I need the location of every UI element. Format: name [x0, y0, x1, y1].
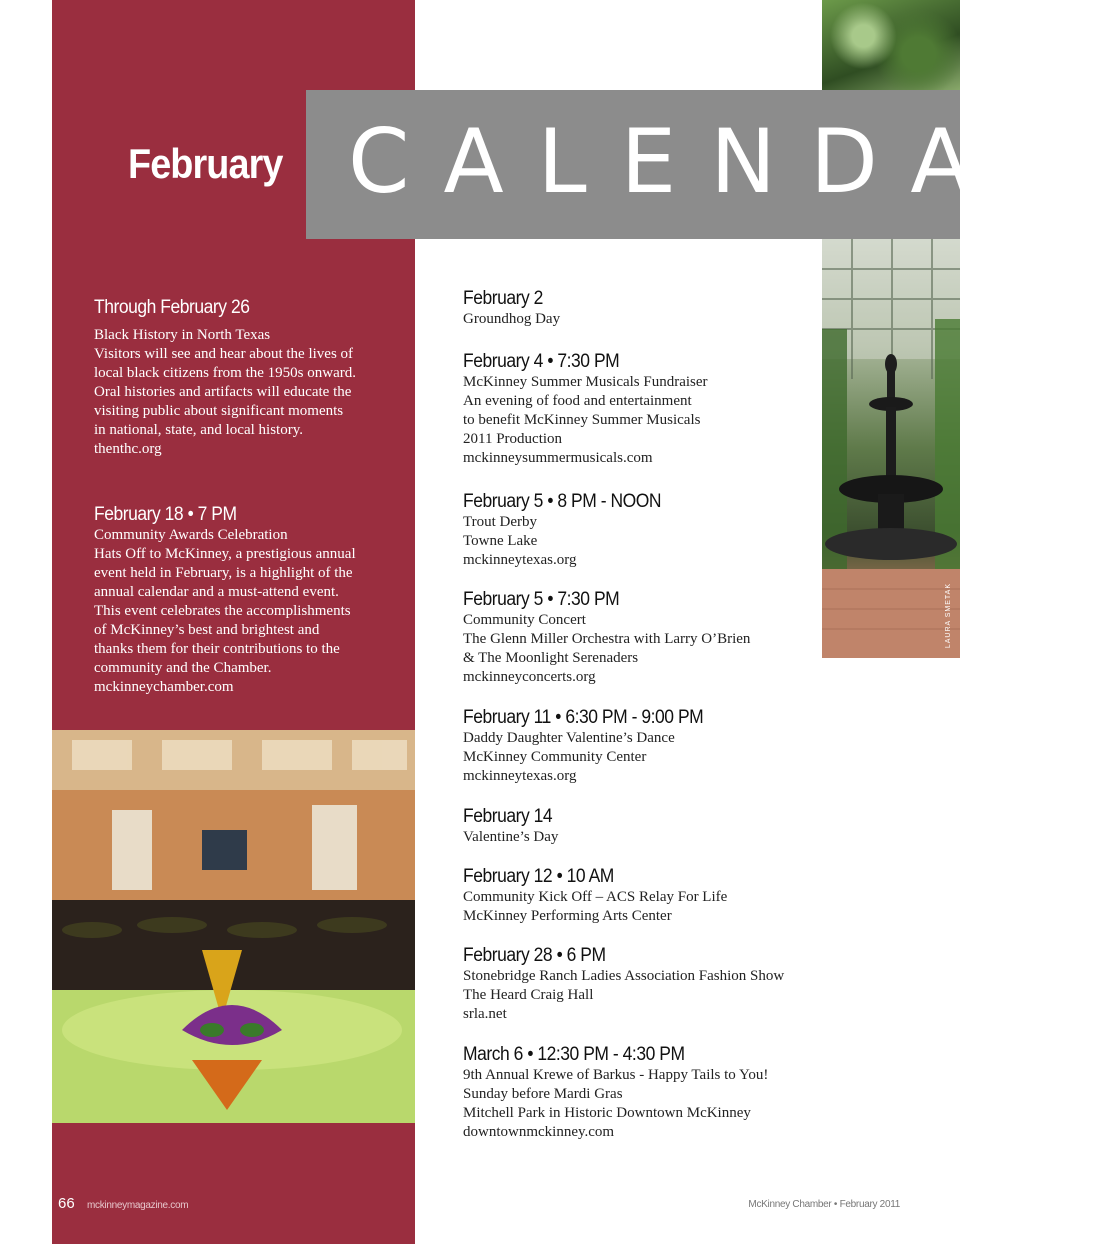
event-title: Black History in North Texas: [94, 327, 271, 343]
event-url[interactable]: downtownmckinney.com: [463, 1124, 615, 1140]
event-title: Groundhog Day: [463, 311, 561, 327]
left-event-black-history: [94, 297, 377, 459]
page-number: 66: [58, 1195, 75, 1212]
footer-publication: McKinney Chamber • February 2011: [748, 1199, 900, 1210]
event-description-line: in national, state, and local history.: [94, 422, 303, 438]
event-heading: Through February 26: [94, 297, 250, 318]
event-description-line: of McKinney’s best and brightest and: [94, 622, 320, 638]
event-description-line: Visitors will see and hear about the lives of: [94, 346, 354, 362]
event-heading: February 12 • 10 AM: [463, 866, 614, 887]
event-description-line: Hats Off to McKinney, a prestigious annual: [94, 546, 356, 562]
event-description-line: This event celebrates the accomplishments: [94, 603, 351, 619]
event-valentines-day: [463, 806, 813, 847]
event-heading: March 6 • 12:30 PM - 4:30 PM: [463, 1044, 685, 1065]
event-fashion-show: [463, 945, 823, 1024]
event-title: 9th Annual Krewe of Barkus - Happy Tails to You!: [463, 1067, 769, 1083]
event-location: The Heard Craig Hall: [463, 987, 594, 1003]
event-trout-derby: [463, 491, 813, 570]
fountain-photo: [822, 239, 960, 658]
event-location: Mitchell Park in Historic Downtown McKinney: [463, 1105, 751, 1121]
event-url[interactable]: mckinneychamber.com: [94, 679, 234, 695]
event-description-line: to benefit McKinney Summer Musicals: [463, 412, 701, 428]
event-heading: February 5 • 8 PM - NOON: [463, 491, 662, 512]
event-heading: February 14: [463, 806, 553, 827]
event-description-line: annual calendar and a must-attend event.: [94, 584, 339, 600]
event-title: Stonebridge Ranch Ladies Association Fashion Show: [463, 968, 785, 984]
event-description-line: An evening of food and entertainment: [463, 393, 692, 409]
event-description-line: event held in February, is a highlight of the: [94, 565, 353, 581]
event-url[interactable]: mckinneysummermusicals.com: [463, 450, 653, 466]
event-description-line: community and the Chamber.: [94, 660, 272, 676]
event-title: Community Concert: [463, 612, 586, 628]
footer-site-url[interactable]: mckinneymagazine.com: [87, 1200, 189, 1211]
event-location: McKinney Performing Arts Center: [463, 908, 672, 924]
event-description-line: & The Moonlight Serenaders: [463, 650, 639, 666]
event-description-line: local black citizens from the 1950s onward.: [94, 365, 357, 381]
event-heading: February 5 • 7:30 PM: [463, 589, 620, 610]
event-summer-musicals: [463, 351, 813, 468]
event-heading: February 18 • 7 PM: [94, 504, 237, 525]
event-description-line: 2011 Production: [463, 431, 563, 447]
event-url[interactable]: mckinneytexas.org: [463, 552, 577, 568]
event-description-line: visiting public about significant moments: [94, 403, 344, 419]
event-description-line: Sunday before Mardi Gras: [463, 1086, 623, 1102]
event-location: Towne Lake: [463, 533, 538, 549]
event-heading: February 2: [463, 288, 543, 309]
event-heading: February 28 • 6 PM: [463, 945, 606, 966]
event-title: Daddy Daughter Valentine’s Dance: [463, 730, 675, 746]
event-relay-for-life: [463, 866, 813, 926]
event-title: Community Awards Celebration: [94, 527, 288, 543]
ballroom-illustration: [52, 730, 415, 1123]
fountain-illustration: [822, 239, 960, 658]
event-community-concert: [463, 589, 813, 687]
event-heading: February 4 • 7:30 PM: [463, 351, 620, 372]
event-description-line: thanks them for their contributions to the: [94, 641, 340, 657]
event-description-line: The Glenn Miller Orchestra with Larry O’Brien: [463, 631, 751, 647]
event-valentine-dance: [463, 707, 813, 786]
calendar-title: CALENDAR: [348, 110, 1100, 213]
event-title: Valentine’s Day: [463, 829, 559, 845]
event-krewe-of-barkus: [463, 1044, 813, 1142]
foliage-photo: [822, 0, 960, 90]
ballroom-photo: [52, 730, 415, 1123]
event-location: McKinney Community Center: [463, 749, 647, 765]
left-event-awards: [94, 504, 377, 697]
event-url[interactable]: thenthc.org: [94, 441, 162, 457]
month-title: February: [128, 140, 283, 187]
event-heading: February 11 • 6:30 PM - 9:00 PM: [463, 707, 704, 728]
event-title: Trout Derby: [463, 514, 538, 530]
event-title: McKinney Summer Musicals Fundraiser: [463, 374, 708, 390]
event-url[interactable]: srla.net: [463, 1006, 507, 1022]
event-title: Community Kick Off – ACS Relay For Life: [463, 889, 728, 905]
event-groundhog-day: [463, 288, 813, 329]
event-url[interactable]: mckinneytexas.org: [463, 768, 577, 784]
event-description-line: Oral histories and artifacts will educate the: [94, 384, 352, 400]
photo-credit: LAURA SMETAK: [945, 582, 952, 648]
event-url[interactable]: mckinneyconcerts.org: [463, 669, 596, 685]
